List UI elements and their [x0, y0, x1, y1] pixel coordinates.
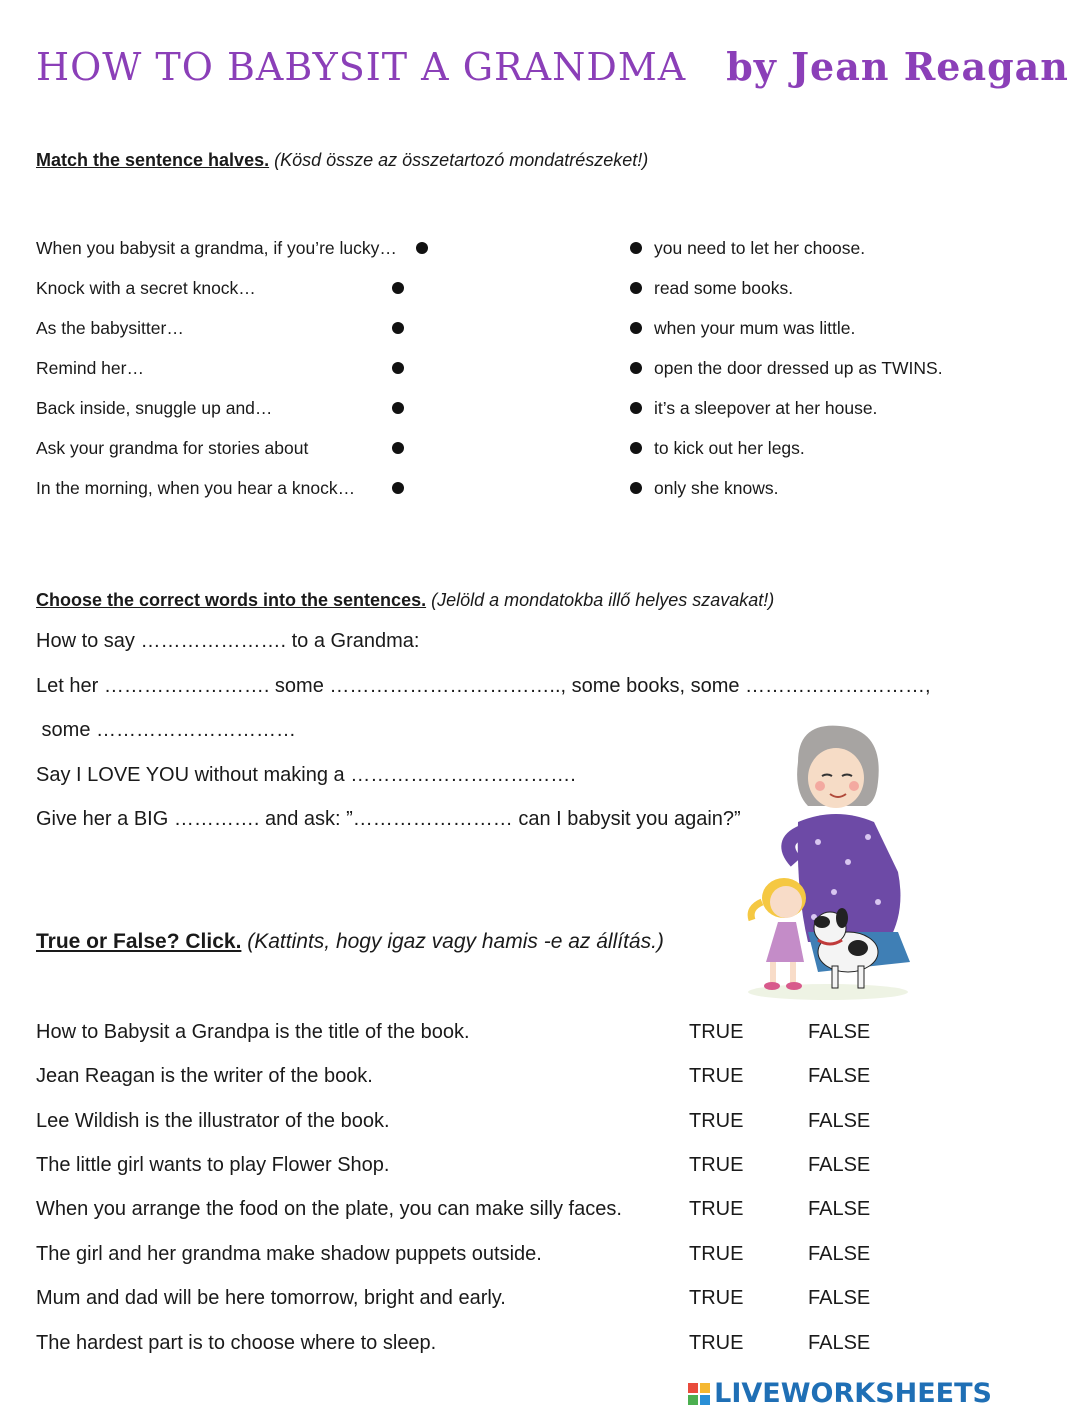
- match-left-item: Ask your grandma for stories about: [36, 428, 436, 468]
- false-option[interactable]: FALSE: [808, 1198, 871, 1220]
- fill-sentence[interactable]: Give her a BIG …………. and ask: ”…………………… can I babysit you again?”: [36, 808, 741, 830]
- match-left-item: Remind her…: [36, 348, 436, 388]
- match-right-item: when your mum was little.: [630, 308, 990, 348]
- truefalse-row: [36, 1198, 936, 1242]
- true-option[interactable]: TRUE: [689, 1154, 744, 1176]
- truefalse-row: [36, 1243, 936, 1287]
- fill-sentence[interactable]: Say I LOVE YOU without making a …………………………….: [36, 764, 576, 786]
- match-right-dot[interactable]: [630, 242, 642, 254]
- truefalse-heading-hint: (Kattints, hogy igaz vagy hamis -e az állítás.): [247, 930, 664, 953]
- match-right-item: you need to let her choose.: [630, 228, 990, 268]
- match-heading-label: Match the sentence halves.: [36, 150, 270, 170]
- match-right-item: to kick out her legs.: [630, 428, 990, 468]
- match-right-dot[interactable]: [630, 442, 642, 454]
- match-left-dot[interactable]: [392, 442, 404, 454]
- truefalse-row: [36, 1021, 936, 1065]
- truefalse-statement: The little girl wants to play Flower Shop.: [36, 1154, 390, 1176]
- choose-heading-hint: (Jelöld a mondatokba illő helyes szavakat!): [431, 590, 775, 610]
- truefalse-row: [36, 1332, 936, 1376]
- title-main: HOW TO BABYSIT A GRANDMA: [36, 45, 687, 89]
- false-option[interactable]: FALSE: [808, 1287, 871, 1309]
- truefalse-statement: Lee Wildish is the illustrator of the book.: [36, 1110, 390, 1132]
- fill-sentence[interactable]: How to say …………………. to a Grandma:: [36, 630, 420, 652]
- fill-sentence[interactable]: some …………………………: [36, 719, 297, 741]
- match-right-item: it’s a sleepover at her house.: [630, 388, 990, 428]
- true-option[interactable]: TRUE: [689, 1065, 744, 1087]
- false-option[interactable]: FALSE: [808, 1065, 871, 1087]
- match-heading: [36, 150, 648, 171]
- title-author: by Jean Reagan: [726, 44, 1069, 89]
- match-right-column: [630, 228, 990, 508]
- truefalse-statement: Mum and dad will be here tomorrow, bright and early.: [36, 1287, 506, 1309]
- true-option[interactable]: TRUE: [689, 1021, 744, 1043]
- grandma-girl-illustration: [738, 722, 918, 1009]
- worksheet-title: [36, 44, 1069, 89]
- match-left-column: [36, 228, 436, 508]
- false-option[interactable]: FALSE: [808, 1110, 871, 1132]
- fill-sentence[interactable]: Let her ……………………. some …………………………….., some books, some ………………………,: [36, 675, 931, 697]
- match-right-dot[interactable]: [630, 282, 642, 294]
- truefalse-statement: Jean Reagan is the writer of the book.: [36, 1065, 373, 1087]
- truefalse-statement: The girl and her grandma make shadow puppets outside.: [36, 1243, 542, 1265]
- match-left-item: Back inside, snuggle up and…: [36, 388, 436, 428]
- truefalse-statement: The hardest part is to choose where to sleep.: [36, 1332, 437, 1354]
- truefalse-row: [36, 1110, 936, 1154]
- logo-badge-icon: [688, 1383, 710, 1405]
- match-left-dot[interactable]: [392, 362, 404, 374]
- match-left-item: When you babysit a grandma, if you’re lucky…: [36, 228, 436, 268]
- match-left-item: Knock with a secret knock…: [36, 268, 436, 308]
- match-left-dot[interactable]: [392, 282, 404, 294]
- match-right-item: read some books.: [630, 268, 990, 308]
- match-right-dot[interactable]: [630, 482, 642, 494]
- choose-heading-label: Choose the correct words into the sentences.: [36, 590, 427, 610]
- truefalse-row: [36, 1287, 936, 1331]
- truefalse-statement: How to Babysit a Grandpa is the title of the book.: [36, 1021, 470, 1043]
- true-option[interactable]: TRUE: [689, 1287, 744, 1309]
- truefalse-row: [36, 1065, 936, 1109]
- true-option[interactable]: TRUE: [689, 1243, 744, 1265]
- truefalse-heading-label: True or False? Click.: [36, 930, 242, 953]
- match-left-dot[interactable]: [392, 482, 404, 494]
- false-option[interactable]: FALSE: [808, 1243, 871, 1265]
- truefalse-heading: [36, 930, 664, 954]
- true-option[interactable]: TRUE: [689, 1110, 744, 1132]
- false-option[interactable]: FALSE: [808, 1332, 871, 1354]
- match-right-dot[interactable]: [630, 362, 642, 374]
- match-left-dot[interactable]: [416, 242, 428, 254]
- match-left-item: As the babysitter…: [36, 308, 436, 348]
- true-option[interactable]: TRUE: [689, 1198, 744, 1220]
- choose-heading: [36, 590, 774, 611]
- match-right-item: only she knows.: [630, 468, 990, 508]
- truefalse-statement: When you arrange the food on the plate, you can make silly faces.: [36, 1198, 622, 1220]
- logo-text: LIVEWORKSHEETS: [714, 1378, 992, 1409]
- match-right-item: open the door dressed up as TWINS.: [630, 348, 990, 388]
- match-right-dot[interactable]: [630, 322, 642, 334]
- true-option[interactable]: TRUE: [689, 1332, 744, 1354]
- match-left-dot[interactable]: [392, 322, 404, 334]
- match-left-dot[interactable]: [392, 402, 404, 414]
- truefalse-row: [36, 1154, 936, 1198]
- match-left-item: In the morning, when you hear a knock…: [36, 468, 436, 508]
- match-heading-hint: (Kösd össze az összetartozó mondatrészeket!): [274, 150, 649, 170]
- match-right-dot[interactable]: [630, 402, 642, 414]
- liveworksheets-logo: [688, 1378, 992, 1409]
- false-option[interactable]: FALSE: [808, 1154, 871, 1176]
- false-option[interactable]: FALSE: [808, 1021, 871, 1043]
